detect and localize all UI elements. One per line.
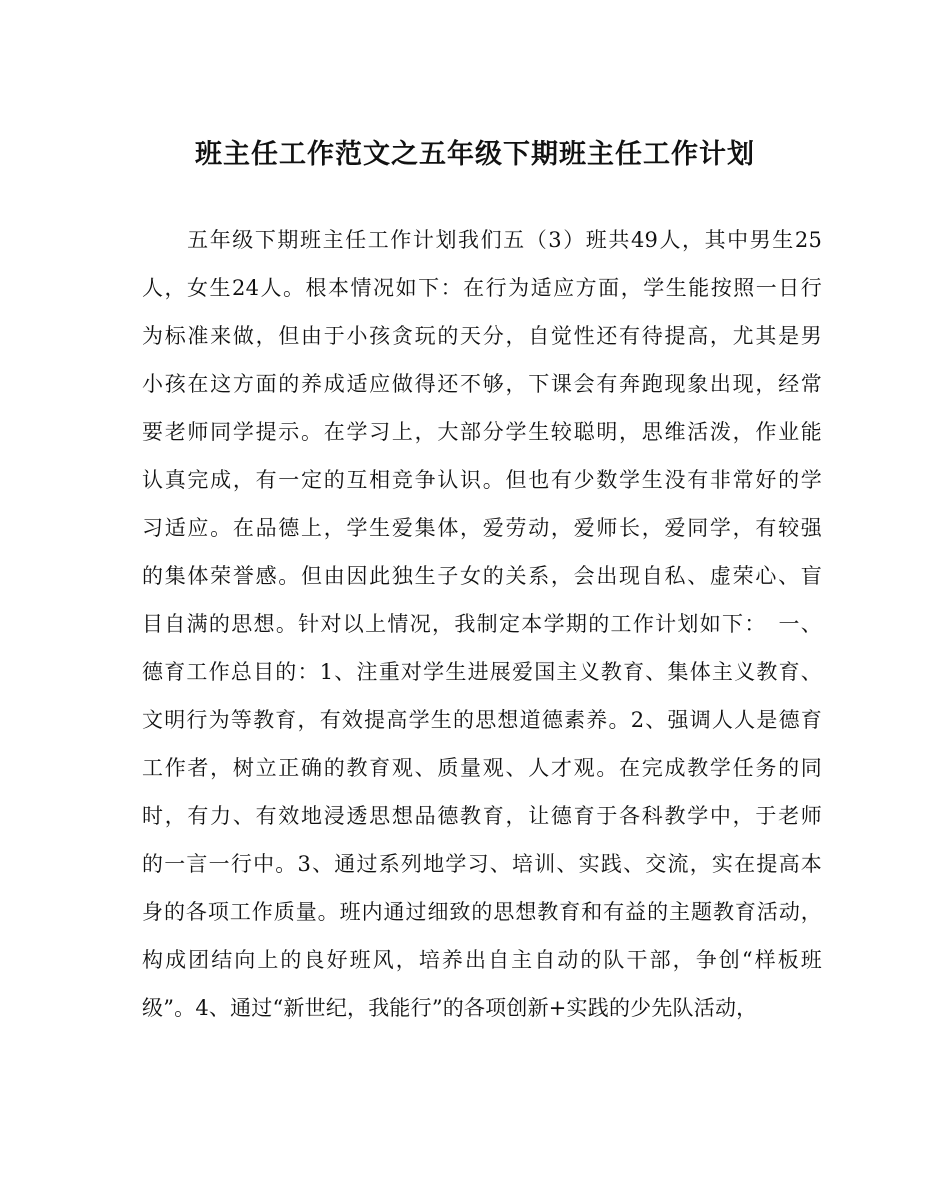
body-line: 时，有力、有效地浸透思想品德教育，让德育于各科教学中，于老师 xyxy=(142,804,822,828)
body-line: 文明行为等教育，有效提高学生的思想道德素养。2、强调人人是德育 xyxy=(142,708,822,732)
body-line: 五年级下期班主任工作计划我们五（3）班共49人，其中男生25 xyxy=(142,228,822,252)
body-line: 的集体荣誉感。但由因此独生子女的关系，会出现自私、虚荣心、盲 xyxy=(142,564,822,588)
body-line: 德育工作总目的：1、注重对学生进展爱国主义教育、集体主义教育、 xyxy=(142,660,822,684)
body-line: 的一言一行中。3、通过系列地学习、培训、实践、交流，实在提高本 xyxy=(142,852,822,876)
body-line: 人，女生24人。根本情况如下：在行为适应方面，学生能按照一日行 xyxy=(142,276,822,300)
body-line: 目自满的思想。针对以上情况，我制定本学期的工作计划如下： 一、 xyxy=(142,612,822,636)
body-line: 要老师同学提示。在学习上，大部分学生较聪明，思维活泼，作业能 xyxy=(142,420,822,444)
body-line: 认真完成，有一定的互相竞争认识。但也有少数学生没有非常好的学 xyxy=(142,468,822,492)
body-line: 级”。4、通过“新世纪，我能行”的各项创新+实践的少先队活动， xyxy=(142,996,758,1020)
body-line: 习适应。在品德上，学生爱集体，爱劳动，爱师长，爱同学，有较强 xyxy=(142,516,822,540)
document-title: 班主任工作范文之五年级下期班主任工作计划 xyxy=(195,139,755,170)
body-line: 构成团结向上的良好班风，培养出自主自动的队干部，争创“样板班 xyxy=(142,948,822,972)
body-line: 为标准来做，但由于小孩贪玩的天分，自觉性还有待提高，尤其是男 xyxy=(142,324,822,348)
body-line: 身的各项工作质量。班内通过细致的思想教育和有益的主题教育活动， xyxy=(142,900,822,924)
document-body xyxy=(142,216,822,1032)
body-line: 小孩在这方面的养成适应做得还不够，下课会有奔跑现象出现，经常 xyxy=(142,372,822,396)
body-line: 工作者，树立正确的教育观、质量观、人才观。在完成教学任务的同 xyxy=(142,756,822,780)
